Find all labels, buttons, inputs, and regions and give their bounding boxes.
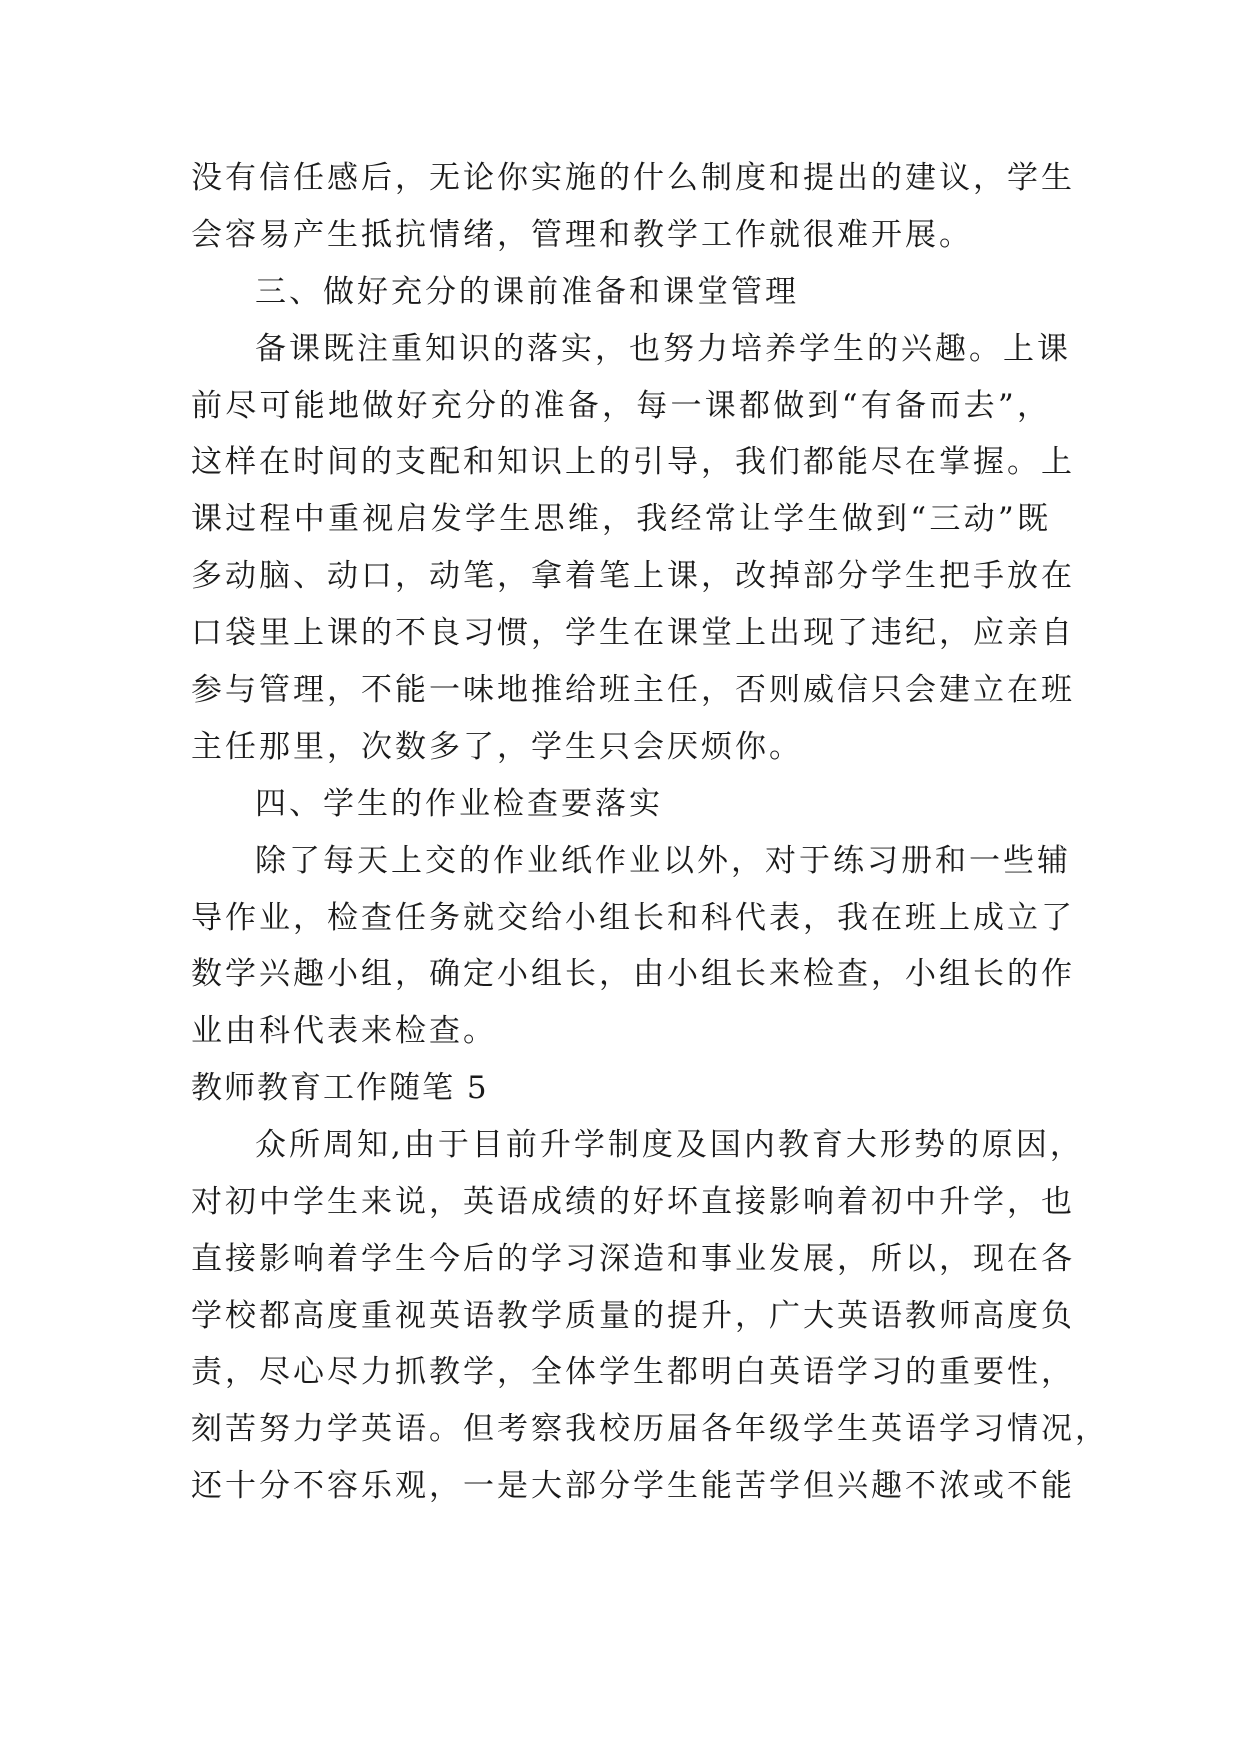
paragraph-line: 还十分不容乐观，一是大部分学生能苦学但兴趣不浓或不能 xyxy=(191,1468,1075,1504)
paragraph-line: 备课既注重知识的落实，也努力培养学生的兴趣。上课 xyxy=(255,331,1071,367)
paragraph-line: 这样在时间的支配和知识上的引导，我们都能尽在掌握。上 xyxy=(191,444,1075,480)
paragraph-line: 刻苦努力学英语。但考察我校历届各年级学生英语学习情况， xyxy=(191,1411,1109,1447)
paragraph-line: 导作业，检查任务就交给小组长和科代表，我在班上成立了 xyxy=(191,900,1075,936)
paragraph-line: 众所周知,由于目前升学制度及国内教育大形势的原因， xyxy=(255,1127,1084,1163)
paragraph-line: 前尽可能地做好充分的准备，每一课都做到“有备而去”， xyxy=(191,388,1051,424)
paragraph-line: 没有信任感后，无论你实施的什么制度和提出的建议，学生 xyxy=(191,160,1075,196)
paragraph-line: 参与管理，不能一味地推给班主任，否则威信只会建立在班 xyxy=(191,672,1075,708)
paragraph-line: 对初中学生来说，英语成绩的好坏直接影响着初中升学，也 xyxy=(191,1184,1075,1220)
paragraph-line: 除了每天上交的作业纸作业以外，对于练习册和一些辅 xyxy=(255,843,1071,879)
paragraph-line: 责，尽心尽力抓教学，全体学生都明白英语学习的重要性， xyxy=(191,1354,1075,1390)
paragraph-line: 口袋里上课的不良习惯，学生在课堂上出现了违纪，应亲自 xyxy=(191,615,1075,651)
paragraph-line: 会容易产生抵抗情绪，管理和教学工作就很难开展。 xyxy=(191,217,973,253)
article-title: 教师教育工作随笔 5 xyxy=(191,1070,489,1106)
paragraph-line: 学校都高度重视英语教学质量的提升，广大英语教师高度负 xyxy=(191,1298,1075,1334)
paragraph-line: 直接影响着学生今后的学习深造和事业发展，所以，现在各 xyxy=(191,1241,1075,1277)
section-heading: 四、学生的作业检查要落实 xyxy=(255,786,663,822)
paragraph-line: 数学兴趣小组，确定小组长，由小组长来检查，小组长的作 xyxy=(191,956,1075,992)
paragraph-line: 业由科代表来检查。 xyxy=(191,1013,497,1049)
section-heading: 三、做好充分的课前准备和课堂管理 xyxy=(255,274,799,310)
paragraph-line: 多动脑、动口，动笔，拿着笔上课，改掉部分学生把手放在 xyxy=(191,558,1075,594)
paragraph-line: 主任那里，次数多了，学生只会厌烦你。 xyxy=(191,729,803,765)
paragraph-line: 课过程中重视启发学生思维，我经常让学生做到“三动”既 xyxy=(191,501,1051,537)
